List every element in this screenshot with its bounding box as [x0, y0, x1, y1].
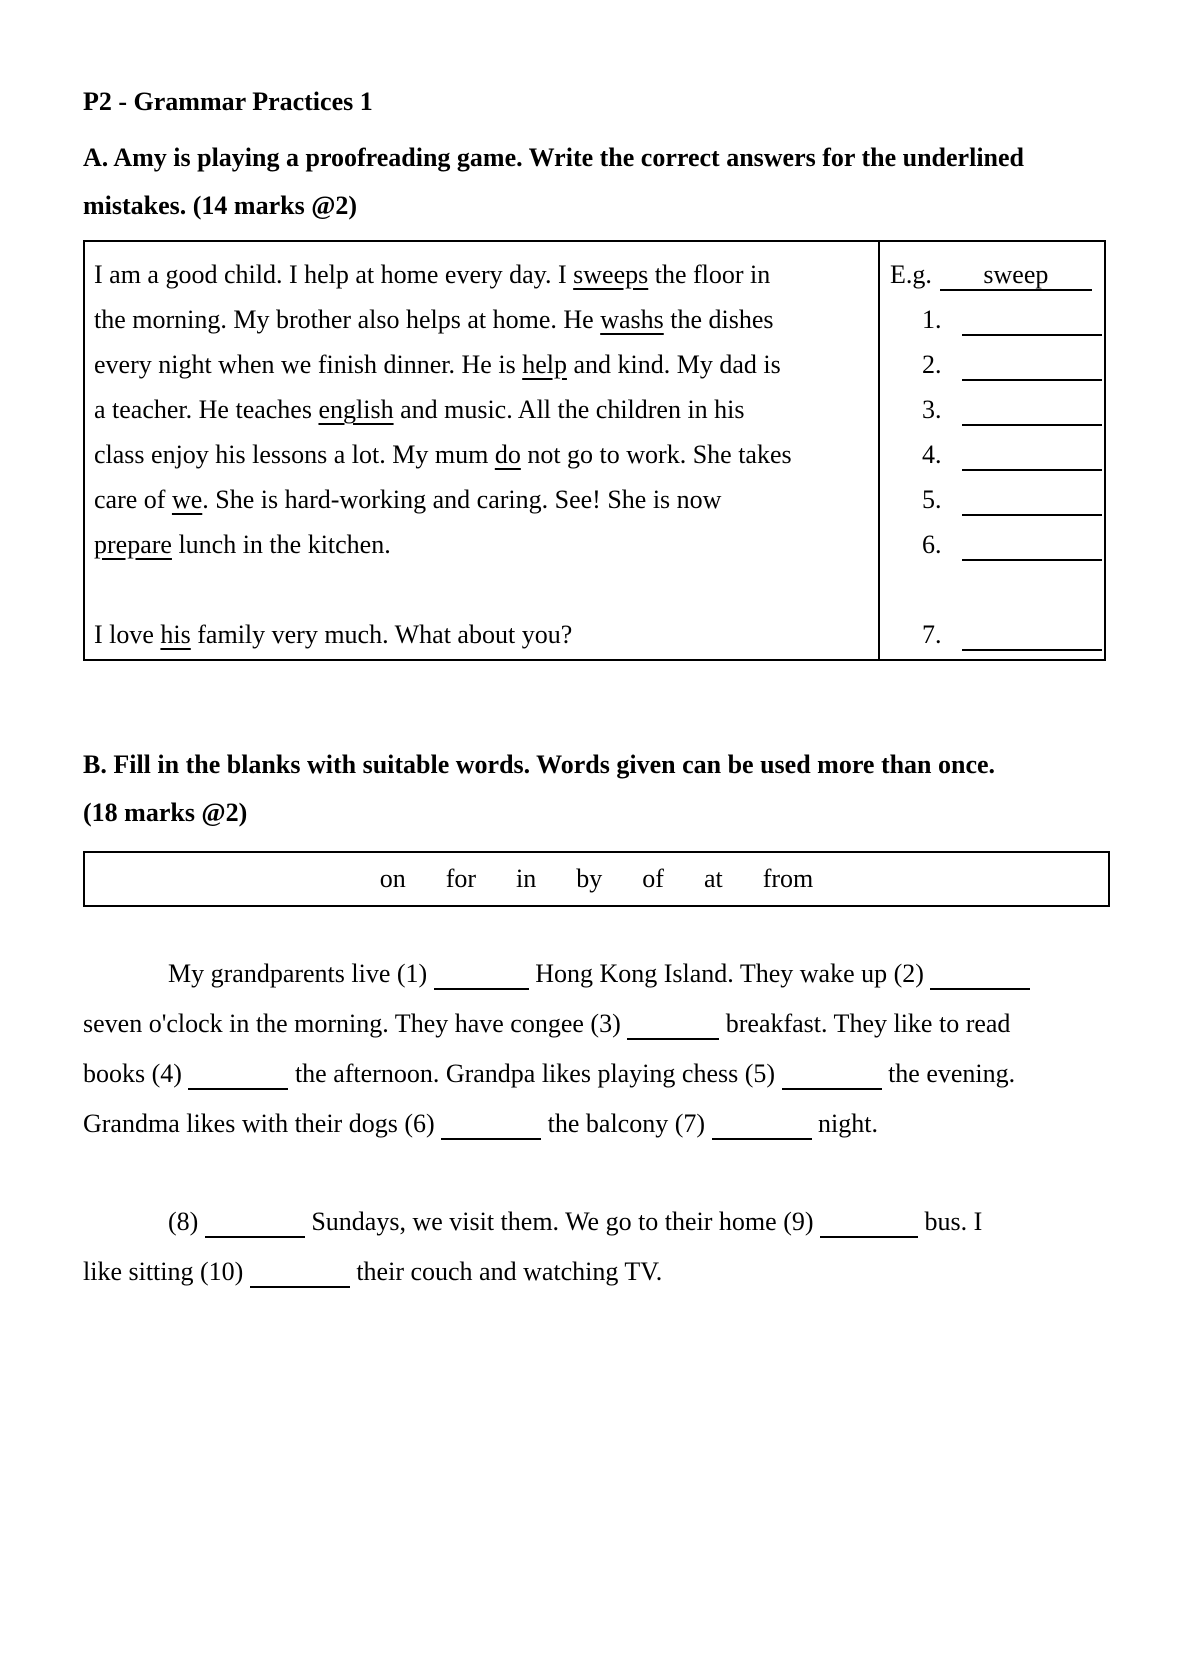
paragraph-line: (8) Sundays, we visit them. We go to their home (9) bus. I: [83, 1197, 1106, 1247]
underlined-mistake: sweeps: [573, 260, 649, 289]
section-a-table: [83, 240, 1106, 661]
answer-number: 6.: [922, 530, 942, 559]
fill-in-blank: [712, 1109, 812, 1140]
answer-blank: [962, 530, 1102, 561]
word-bank-word: for: [445, 864, 477, 893]
paragraph-line: like sitting (10) their couch and watching TV.: [83, 1247, 1106, 1297]
underlined-mistake: we: [171, 485, 203, 514]
underlined-mistake: do: [494, 440, 521, 469]
answer-number: 1.: [922, 305, 942, 334]
section-a-heading: [83, 134, 1106, 230]
passage-line: prepare lunch in the kitchen.: [94, 530, 391, 559]
answer-row-1: [890, 297, 1104, 342]
fill-in-blank: [782, 1059, 882, 1090]
fill-in-blank: [441, 1109, 541, 1140]
underlined-mistake: english: [318, 395, 394, 424]
paragraph-line: My grandparents live (1) Hong Kong Island. They wake up (2): [83, 949, 1106, 999]
section-a-heading-line: A. Amy is playing a proofreading game. Write the correct answers for the underlined: [83, 143, 1025, 172]
section-b-heading-line: B. Fill in the blanks with suitable words. Words given can be used more than once.: [83, 750, 996, 779]
answer-row-4: [890, 432, 1104, 477]
paragraph-line: Grandma likes with their dogs (6) the balcony (7) night.: [83, 1099, 1106, 1149]
answer-row-5: [890, 477, 1104, 522]
example-answer-blank: [940, 260, 1092, 291]
fill-in-blank: [627, 1009, 719, 1040]
answer-blank: [962, 485, 1102, 516]
underlined-mistake: washs: [600, 305, 664, 334]
word-bank-word: at: [703, 864, 723, 893]
passage-line: care of we. She is hard-working and caring. See! She is now: [94, 485, 722, 514]
word-bank-word: on: [379, 864, 406, 893]
fill-in-blank: [205, 1207, 305, 1238]
passage-line: every night when we finish dinner. He is help and kind. My dad is: [94, 350, 781, 379]
fill-in-blank: [250, 1257, 350, 1288]
answer-blank: [962, 305, 1102, 336]
fill-in-blank: [820, 1207, 918, 1238]
passage-cell: [84, 241, 879, 660]
example-answer-row: [890, 252, 1104, 297]
answer-number: 4.: [922, 440, 942, 469]
answer-row-7: [890, 612, 1104, 657]
answer-number: 3.: [922, 395, 942, 424]
answer-row-3: [890, 387, 1104, 432]
answer-blank: [962, 440, 1102, 471]
word-bank-word: in: [516, 864, 537, 893]
passage-line: the morning. My brother also helps at home. He washs the dishes: [94, 305, 774, 334]
answer-number: 7.: [922, 620, 942, 649]
passage-line: I am a good child. I help at home every day. I sweeps the floor in: [94, 260, 771, 289]
answer-row-6: [890, 522, 1104, 567]
answer-number: 2.: [922, 350, 942, 379]
underlined-mistake: his: [160, 620, 191, 649]
section-b-heading: [83, 741, 1106, 837]
word-bank-word: of: [642, 864, 664, 893]
underlined-mistake: prepare: [94, 530, 172, 559]
example-answer-word: sweep: [983, 260, 1049, 289]
fill-in-blank: [434, 959, 529, 990]
answer-blank: [962, 395, 1102, 426]
section-b-heading-line: (18 marks @2): [83, 798, 248, 827]
paragraph-line: books (4) the afternoon. Grandpa likes playing chess (5) the evening.: [83, 1049, 1106, 1099]
passage-line: I love his family very much. What about you?: [94, 620, 573, 649]
passage-line-spacer: [94, 567, 872, 612]
word-bank-box: [83, 851, 1110, 907]
passage-line: class enjoy his lessons a lot. My mum do not go to work. She takes: [94, 440, 792, 469]
answer-row-2: [890, 342, 1104, 387]
answer-number: 5.: [922, 485, 942, 514]
paragraph-line: seven o'clock in the morning. They have congee (3) breakfast. They like to read: [83, 999, 1106, 1049]
word-bank-word: from: [762, 864, 814, 893]
answer-row-spacer: [890, 567, 1104, 612]
word-bank-word: by: [576, 864, 603, 893]
underlined-mistake: help: [522, 350, 567, 379]
page-title: P2 - Grammar Practices 1: [83, 87, 373, 116]
answers-cell: [879, 241, 1105, 660]
fill-in-blank: [930, 959, 1030, 990]
section-a-heading-line: mistakes. (14 marks @2): [83, 191, 358, 220]
section-b-paragraph-2: [83, 1197, 1106, 1297]
passage-line: a teacher. He teaches english and music. All the children in his: [94, 395, 745, 424]
section-b-paragraph-1: [83, 949, 1106, 1149]
example-label: E.g.: [890, 260, 932, 289]
fill-in-blank: [188, 1059, 288, 1090]
answer-blank: [962, 350, 1102, 381]
answer-blank: [962, 620, 1102, 651]
